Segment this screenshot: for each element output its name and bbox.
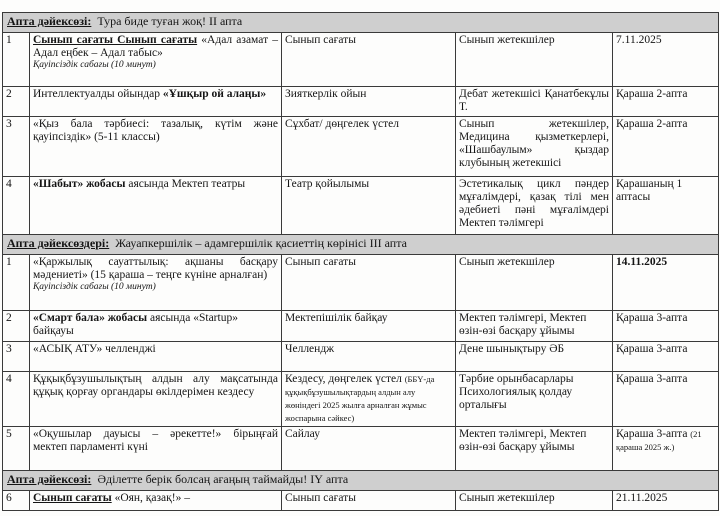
week-quote: Апта дәйексөзі: Тура биде туған жоқ! ІІ апта — [3, 13, 719, 33]
table-row — [3, 372, 719, 427]
row-number: 1 — [3, 33, 30, 87]
table-row — [3, 342, 719, 372]
event-responsible: Мектеп тәлімгері, Мектеп өзін-өзі басқару ұйымы — [456, 427, 613, 471]
table-row — [3, 177, 719, 235]
week-header-row — [3, 471, 719, 491]
event-title: «Смарт бала» жобасы аясында «Startup» байқауы — [30, 311, 282, 342]
row-number: 2 — [3, 87, 30, 117]
event-title: Интеллектуалды ойындар «Ұшқыр ой алаңы» — [30, 87, 282, 117]
event-title: «АСЫҚ АТУ» челленджі — [30, 342, 282, 372]
table-row — [3, 427, 719, 471]
event-form: Сынып сағаты — [282, 255, 456, 311]
row-number: 5 — [3, 427, 30, 471]
event-date: 7.11.2025 — [613, 33, 719, 87]
week-quote: Апта дәйексөздері: Жауапкершілік – адамгершілік қасиеттің көрінісі ІІІ апта — [3, 235, 719, 255]
event-date: 21.11.2025 — [613, 491, 719, 511]
event-title: «Оқушылар дауысы – әрекетте!» бірыңғай мектеп парламенті күні — [30, 427, 282, 471]
event-form: Мектепішілік байқау — [282, 311, 456, 342]
events-plan-table — [2, 12, 719, 511]
event-title: Сынып сағаты «Оян, қазақ!» – — [30, 491, 282, 511]
row-number: 6 — [3, 491, 30, 511]
event-form: Сұхбат/ дөңгелек үстел — [282, 117, 456, 177]
table-row — [3, 33, 719, 87]
event-responsible: Сынып жетекшілер — [456, 33, 613, 87]
event-responsible: Сынып жетекшілер, Медицина қызметкерлері, «Шашбаулым» қыздар клубының жетекшісі — [456, 117, 613, 177]
event-responsible: Дебат жетекшісі Қанатбекұлы Т. — [456, 87, 613, 117]
row-number: 4 — [3, 372, 30, 427]
event-date: Қараша 3-апта — [613, 342, 719, 372]
event-responsible: Дене шынықтыру ӘБ — [456, 342, 613, 372]
event-form: Челлендж — [282, 342, 456, 372]
event-date: Қараша 3-апта — [613, 372, 719, 427]
event-form: Театр қойылымы — [282, 177, 456, 235]
event-responsible: Тәрбие орынбасарлары Психологиялық қолдау орталығы — [456, 372, 613, 427]
table-row — [3, 87, 719, 117]
event-date-note: (21 қараша 2025 ж.) — [616, 429, 702, 452]
row-number: 3 — [3, 117, 30, 177]
event-note: Қауіпсіздік сабағы (10 минут) — [33, 282, 156, 292]
table-row — [3, 255, 719, 311]
event-responsible: Эстетикалық цикл пәндер мұғалімдері, қазақ тілі мен әдебиеті пәні мұғалімдері Мектеп тәлімгері — [456, 177, 613, 235]
row-number: 2 — [3, 311, 30, 342]
row-number: 4 — [3, 177, 30, 235]
row-number: 1 — [3, 255, 30, 311]
event-responsible: Мектеп тәлімгері, Мектеп өзін-өзі басқару ұйымы — [456, 311, 613, 342]
event-title: Құқықбұзушылықтың алдын алу мақсатында құқық қорғау органдары өкілдерімен кездесу — [30, 372, 282, 427]
event-date: 14.11.2025 — [613, 255, 719, 311]
table-row — [3, 117, 719, 177]
row-number: 3 — [3, 342, 30, 372]
event-date: Қараша 2-апта — [613, 117, 719, 177]
event-form: Зияткерлік ойын — [282, 87, 456, 117]
event-date: Қараша 3-апта — [613, 311, 719, 342]
event-title: «Шабыт» жобасы аясында Мектеп театры — [30, 177, 282, 235]
week-header-row — [3, 13, 719, 33]
event-date: Қарашаның 1 аптасы — [613, 177, 719, 235]
table-row — [3, 311, 719, 342]
event-note: Қауіпсіздік сабағы (10 минут) — [33, 60, 156, 70]
event-date: Қараша 3-апта (21 қараша 2025 ж.) — [613, 427, 719, 471]
event-form: Кездесу, дөңгелек үстел (ББҮ-да құқықбұзушылықтардың алдын алу жөніндегі 2025 жылға арналған жұмыс жоспарына сәйкес) — [282, 372, 456, 427]
event-form: Сайлау — [282, 427, 456, 471]
event-responsible: Сынып жетекшілер — [456, 491, 613, 511]
event-date: Қараша 2-апта — [613, 87, 719, 117]
table-row — [3, 491, 719, 511]
event-responsible: Сынып жетекшілер — [456, 255, 613, 311]
event-title: «Қыз бала тәрбиесі: тазалық, күтім және қауіпсіздік» (5-11 классы) — [30, 117, 282, 177]
event-title: «Қаржылық сауаттылық: ақшаны басқару мәдениеті» (15 қараша – теңге күніне арналған) Қауіпсіздік сабағы (10 минут) — [30, 255, 282, 311]
event-form-note: (ББҮ-да құқықбұзушылықтардың алдын алу жөніндегі 2025 жылға арналған жұмыс жоспарына сәйкес) — [285, 374, 435, 423]
event-form: Сынып сағаты — [282, 33, 456, 87]
event-form: Сынып сағаты — [282, 491, 456, 511]
week-quote: Апта дәйексөзі: Әділетте берік болсаң ағаңың таймайды! ІҮ апта — [3, 471, 719, 491]
week-header-row — [3, 235, 719, 255]
event-title: Сынып сағаты Сынып сағаты «Адал азамат – Адал еңбек – Адал табыс» Қауіпсіздік сабағы (10 минут) — [30, 33, 282, 87]
